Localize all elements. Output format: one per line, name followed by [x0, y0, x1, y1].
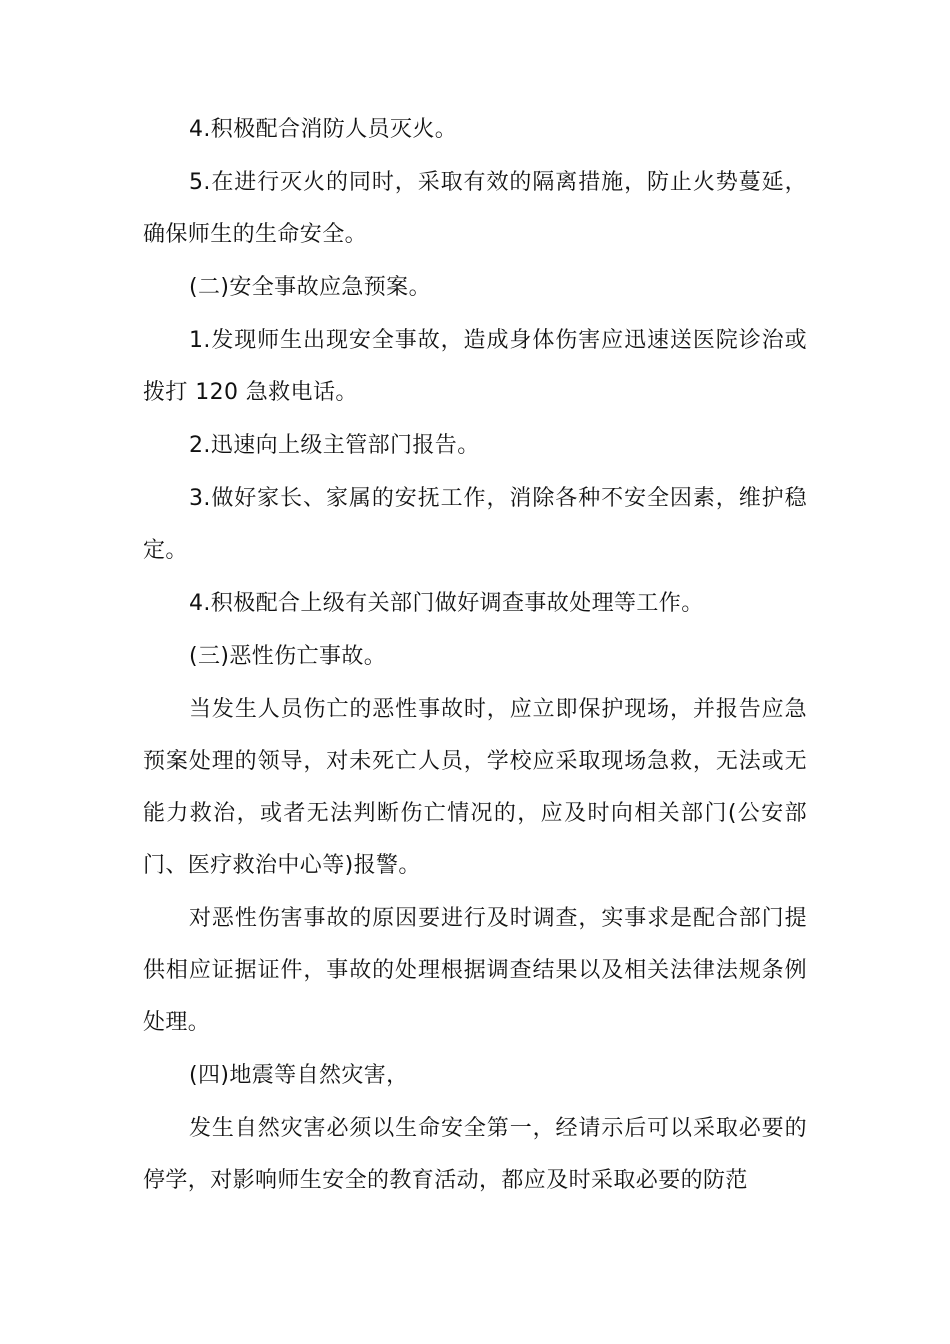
- paragraph: 4.积极配合消防人员灭火。: [189, 117, 458, 142]
- paragraph: 对恶性伤害事故的原因要进行及时调查，实事求是配合部门提供相应证据证件，事故的处理根据调查结果以及相关法律法规条例处理。: [143, 906, 807, 1035]
- document-body: [143, 104, 807, 1208]
- paragraph: 2.迅速向上级主管部门报告。: [189, 433, 480, 458]
- paragraph: 4.积极配合上级有关部门做好调查事故处理等工作。: [189, 591, 704, 616]
- paragraph: 发生自然灾害必须以生命安全第一，经请示后可以采取必要的停学，对影响师生安全的教育活动，都应及时采取必要的防范: [143, 1116, 807, 1193]
- paragraph: 1.发现师生出现安全事故，造成身体伤害应迅速送医院诊治或拨打 120 急救电话。: [143, 328, 807, 405]
- section-heading: (三)恶性伤亡事故。: [189, 644, 387, 669]
- section-heading: (四)地震等自然灾害，: [189, 1063, 409, 1088]
- paragraph: 5.在进行灭火的同时，采取有效的隔离措施，防止火势蔓延，确保师生的生命安全。: [143, 170, 807, 247]
- paragraph: 当发生人员伤亡的恶性事故时，应立即保护现场，并报告应急预案处理的领导，对未死亡人员，学校应采取现场急救，无法或无能力救治，或者无法判断伤亡情况的，应及时向相关部门(公安部门、医疗救治中心等)报警。: [143, 697, 807, 878]
- section-heading: (二)安全事故应急预案。: [189, 275, 431, 300]
- paragraph: 3.做好家长、家属的安抚工作，消除各种不安全因素，维护稳定。: [143, 486, 807, 563]
